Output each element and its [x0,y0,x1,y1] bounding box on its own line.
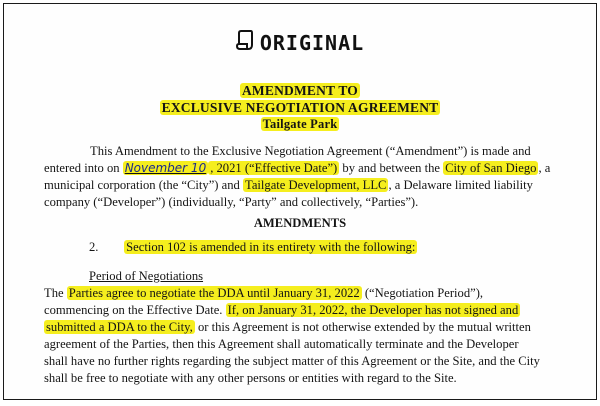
amendment-item [89,240,417,255]
item-number: 2. [89,240,99,254]
period-subheading: Period of Negotiations [89,269,204,283]
body-line-2: commencing on the Effective Date. If, on January 31, 2022, the Developer has not signed and [44,303,519,317]
title-line-3: Tailgate Park [262,117,338,131]
title-line-1: AMENDMENT TO [241,83,359,98]
negotiation-paragraph [44,285,569,387]
original-stamp [4,30,596,55]
amendments-heading: AMENDMENTS [253,216,347,230]
handwritten-date: November 10 [124,161,207,175]
body-line-1: The Parties agree to negotiate the DDA until January 31, 2022 (“Negotiation Period”), [44,286,484,300]
intro-line-2: entered into on November 10 , 2021 (“Effective Date”) by and between the City of San Diego , a [44,161,551,175]
body-line-5: shall have no further rights regarding the subject matter of this Agreement or the Site, and the City [44,354,540,368]
title-line-2: EXCLUSIVE NEGOTIATION AGREEMENT [161,100,439,115]
body-line-6: shall be free to negotiate with any other persons or entities with regard to the Site. [44,371,457,385]
body-line-4: agreement of the Parties, then this Agreement shall automatically terminate and the Developer [44,337,519,351]
document-page [3,3,597,400]
intro-paragraph [44,143,564,211]
intro-line-1: This Amendment to the Exclusive Negotiation Agreement (“Amendment”) is made and [90,144,531,158]
intro-line-3: municipal corporation (the “City”) and Tailgate Development, LLC , a Delaware limited liability [44,178,533,192]
body-line-3: submitted a DDA to the City, or this Agreement is not otherwise extended by the mutual written [46,320,531,334]
scroll-icon [236,30,254,55]
stamp-label: ORIGINAL [259,30,365,55]
intro-line-4: company (“Developer”) (individually, “Party” and collectively, “Parties”). [44,195,419,209]
item-text: Section 102 is amended in its entirety with the following: [126,240,416,254]
